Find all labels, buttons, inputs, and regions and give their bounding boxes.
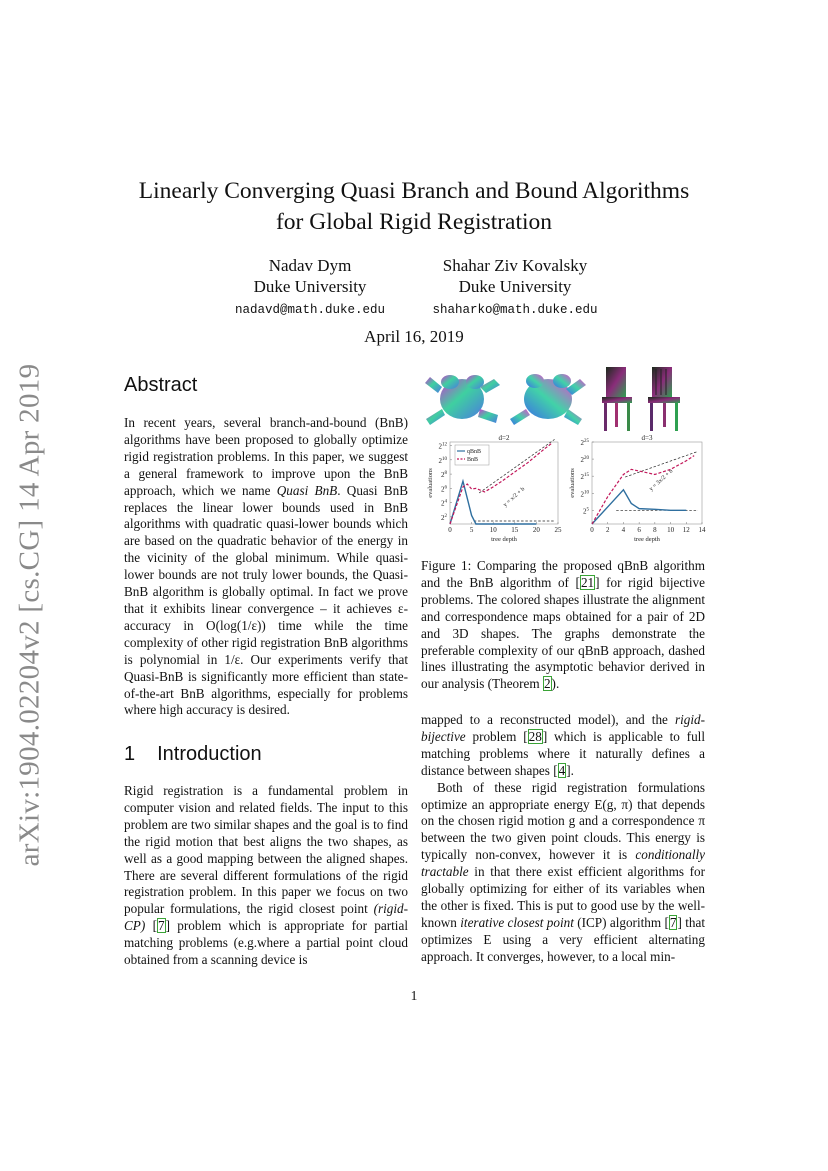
author-block-1 (210, 255, 410, 321)
y-tick-label: $2^{10}$ (438, 456, 447, 465)
chart-d3 (566, 430, 708, 546)
citation-link[interactable]: 21 (580, 574, 595, 590)
chart-title: d=3 (641, 434, 653, 442)
paper-date: April 16, 2019 (364, 327, 464, 346)
x-tick-label: 15 (511, 526, 519, 534)
arxiv-identifier: arXiv:1904.02204v2 [cs.CG] 14 Apr 2019 (13, 363, 46, 867)
x-tick-label: 6 (637, 526, 641, 534)
title-line-1: Linearly Converging Quasi Branch and Bound Algorithms (138, 178, 690, 204)
y-tick-label: $2^5$ (583, 507, 589, 516)
x-tick-label: 12 (682, 526, 690, 534)
x-tick-label: 14 (698, 526, 706, 534)
page-number: 1 (410, 988, 418, 1003)
y-tick-label: $2^{25}$ (580, 439, 589, 447)
abstract-heading: Abstract (124, 374, 198, 396)
right-text-2d: that optimizes E using a very efficient alternating approach. It converges, however, to a local min- (421, 914, 705, 964)
y-tick-label: $2^4$ (441, 499, 447, 508)
author-affiliation: Duke University (253, 277, 367, 296)
abstract-text-2: . Quasi BnB replaces the linear lower bounds used in BnB algorithms with quadratic quasi-lower bounds which are based on the quadratic behavior of the energy in the vicinity of the global minimum. While quasi-lower bounds are not truly lower bounds, the Quasi-BnB algorithm is globally optimal. In fact we prove that it exhibits linear convergence – it achieves ε-accuracy in O(log(1/ε)) time while the time complexity of other rigid registration BnB algorithms is polynomial in 1/ε. Our experiments verify that Quasi-BnB is significantly more efficient than state-of-the-art BnB algorithms, especially for problems where high accuracy is desired. (124, 482, 408, 718)
x-tick-label: 5 (469, 526, 474, 534)
right-text-c: which is applicable to full matching problems where it naturally defines a distance between shapes (421, 728, 705, 778)
asymptote-slope (479, 439, 554, 492)
caption-text-a: Figure 1: Comparing the proposed qBnB algorithm and the BnB algorithm of (421, 558, 705, 590)
caption-text-b: for rigid bijective problems. The colored shapes illustrate the alignment and correspondence maps obtained for a pair of 2D and 3D shapes. The graphs demonstrate the preferable complexity of our qBnB approach, dashed lines illustrating the asymptotic behavior derived in our analysis (Theorem (421, 574, 705, 692)
plot-frame (592, 442, 702, 524)
right-emphasis-2: conditionally tractable (421, 847, 705, 880)
right-emphasis-3: iterative closest point (460, 914, 574, 930)
caption-text-c: ). (551, 676, 560, 692)
abstract-emphasis: Quasi BnB (276, 482, 338, 498)
author-email[interactable]: shaharko@math.duke.edu (432, 303, 598, 317)
author-affiliation: Duke University (458, 277, 572, 296)
right-text-b: problem (465, 728, 524, 744)
asymptote-annotation: y = x/2 + b (502, 486, 527, 509)
section-number: 1 (124, 743, 136, 765)
right-text-2c: (ICP) algorithm (573, 914, 665, 930)
legend-label: qBnB (467, 449, 482, 455)
chair-shape-1 (602, 367, 632, 431)
intro-text-a: Rigid registration is a fundamental problem in computer vision and related fields. The input to this problem are two similar shapes and the goal is to find the rigid motion that best aligns the two shapes, as well as a good mapping between the aligned shapes. There are several different formulations of the rigid registration problem. In this paper we focus on two popular formulations, the rigid closest point (124, 783, 408, 917)
author-name: Shahar Ziv Kovalsky (442, 256, 588, 275)
right-text-d: . (570, 762, 574, 778)
x-tick-label: 10 (667, 526, 675, 534)
citation-link[interactable]: 4 (558, 762, 566, 778)
y-axis-label: evaluations (427, 468, 434, 498)
series-line-qbnb (592, 490, 686, 524)
section-heading-introduction (124, 743, 262, 766)
frog-shape-2 (510, 374, 586, 425)
figure-caption: Figure 1: Comparing the proposed qBnB algorithm and the BnB algorithm of [21] for rigid bijective problems. The colored shapes illustrate the alignment and correspondence maps obtained for a pair of 2D and 3D shapes. The graphs demonstrate the preferable complexity of our qBnB approach, dashed lines illustrating the asymptotic behavior derived in our analysis (Theorem 2). (421, 558, 705, 692)
y-tick-label: $2^{20}$ (580, 456, 589, 465)
x-tick-label: 0 (448, 526, 452, 534)
y-tick-label: $2^{12}$ (438, 442, 447, 451)
y-axis-label: evaluations (569, 468, 576, 498)
x-tick-label: 25 (554, 526, 562, 534)
series-line-bnb (592, 456, 694, 524)
y-tick-label: $2^6$ (441, 485, 447, 494)
asymptote-slope (625, 452, 697, 477)
chair-shape-2 (648, 367, 680, 431)
right-text-a: mapped to a reconstructed model), and the (421, 712, 675, 727)
x-tick-label: 20 (532, 526, 540, 534)
x-tick-label: 4 (621, 526, 626, 534)
x-tick-label: 8 (653, 526, 657, 534)
asymptote-annotation: y = 3x/2 + b (648, 468, 675, 493)
arxiv-sidebar (10, 355, 50, 875)
right-text-2b: in that there exist efficient algorithms for globally optimizing for either of its variables when the other is fixed. This is put to good use by the well-known (421, 864, 705, 930)
section-title: Introduction (157, 743, 262, 765)
author-name: Nadav Dym (268, 256, 352, 275)
chart-title: d=2 (498, 434, 510, 442)
intro-emphasis: (rigid-CP) (124, 901, 408, 934)
x-tick-label: 2 (605, 526, 610, 534)
author-block-2 (405, 255, 625, 321)
x-axis-label: tree depth (634, 536, 660, 543)
y-tick-label: $2^2$ (441, 513, 447, 522)
paper-title (100, 176, 728, 238)
figure-shapes (420, 365, 710, 433)
citation-link[interactable]: 7 (157, 918, 165, 934)
intro-text-b: problem which is appropriate for partial matching problems (e.g.where a partial point cloud obtained from a scanning device is (124, 918, 408, 968)
citation-link[interactable]: 7 (669, 914, 677, 930)
x-tick-label: 10 (489, 526, 497, 534)
author-email[interactable]: nadavd@math.duke.edu (234, 303, 386, 317)
abstract-body (124, 415, 408, 719)
legend-label: BnB (467, 457, 479, 463)
citation-link[interactable]: 28 (528, 728, 542, 744)
right-text-2a: Both of these rigid registration formulations optimize an appropriate energy E(g, π) that depends on the chosen rigid motion g and a correspondence π between the two given point clouds. This energy is typically non-convex, however it is (421, 779, 705, 863)
intro-paragraph: Rigid registration is a fundamental problem in computer vision and related fields. The input to this problem are two similar shapes and the goal is to find the rigid motion that best aligns the two shapes, as well as a good mapping between the aligned shapes. There are several different formulations of the rigid registration problem. In this paper we focus on two popular formulations, the rigid closest point (rigid-CP) [7] problem which is appropriate for partial matching problems (e.g.where a partial point cloud obtained from a scanning device is (124, 783, 408, 968)
title-line-2: for Global Rigid Registration (275, 209, 553, 235)
chart-d2 (424, 430, 564, 546)
frog-shape-1 (425, 375, 500, 425)
y-tick-label: $2^{10}$ (580, 490, 589, 499)
right-column-text: mapped to a reconstructed model), and the rigid-bijective problem [28] which is applicable to full matching problems where it naturally defines a distance between shapes [4]. Both of these rigid registration formulations optimize an appropriate energy E(g, π) that depends on the chosen rigid motion g and a correspondence π between the two given point clouds. This energy is typically non-convex, however it is conditionally tractable in that there exist efficient algorithms for globally optimizing for either of its variables when the other is fixed. This is put to good use by the well-known iterative closest point (ICP) algorithm [7] that optimizes E using a very efficient alternating approach. It converges, however, to a local min- (421, 712, 705, 964)
x-axis-label: tree depth (491, 536, 517, 543)
right-emphasis: rigid-bijective (421, 712, 705, 744)
y-tick-label: $2^{15}$ (580, 473, 589, 482)
abstract-text-1: In recent years, several branch-and-bound (BnB) algorithms have been proposed to globally optimize rigid registration problems. In this paper, we suggest a general framework to improve upon the BnB approach, which we name (124, 415, 408, 498)
y-tick-label: $2^8$ (441, 471, 447, 480)
theorem-link[interactable]: 2 (543, 676, 551, 692)
x-tick-label: 0 (590, 526, 594, 534)
